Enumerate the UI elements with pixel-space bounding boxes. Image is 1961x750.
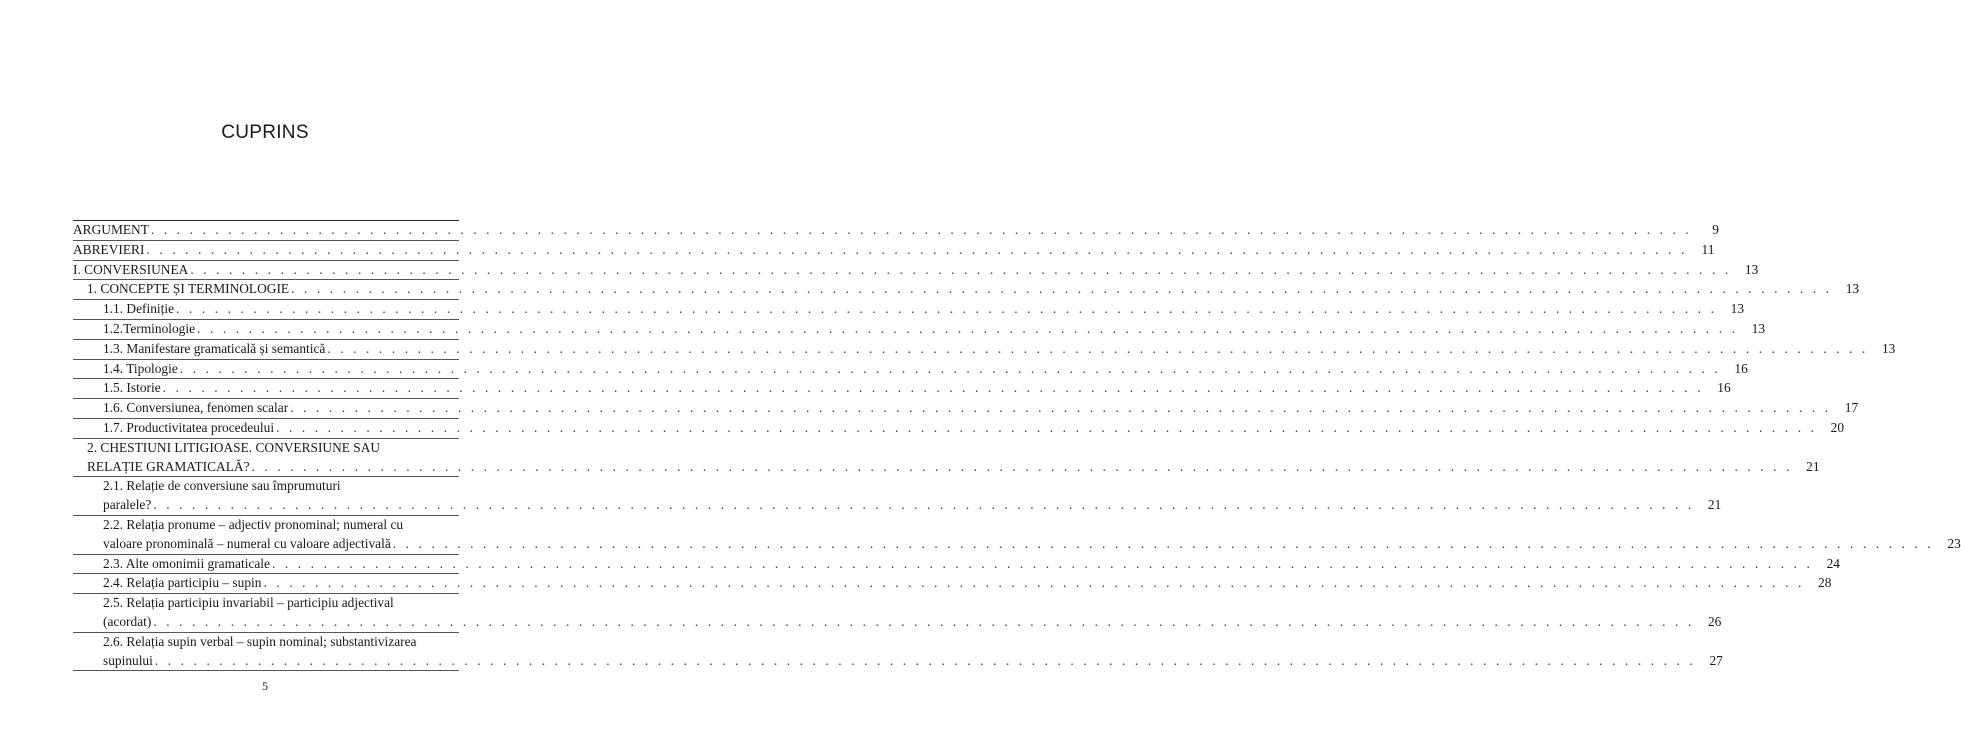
toc-entry-text: 1. CONCEPTE ȘI TERMINOLOGIE	[87, 281, 290, 297]
toc-entry	[73, 280, 1860, 300]
toc-entry-text: 2.4. Relația participiu – supin	[103, 575, 262, 591]
toc-page-number: 16	[1717, 380, 1731, 396]
toc-page-number: 20	[1830, 419, 1845, 435]
toc-entry-line	[103, 535, 1961, 554]
table-of-contents	[73, 220, 1961, 671]
dot-leader: . . . . . . . . . . . . . . . . . . . . . . . . . . . . . . . . . . . . . . . . . . . . . . . . . . . . . . . . . . . . . . . . . . . . . . . . . . . . . . . . . . . . . . . . . . . . . . . . . . . . . . . . . . . . . . . . . . . . . . . .	[327, 340, 1869, 356]
toc-entry	[73, 633, 1723, 672]
toc-page-number: 23	[1947, 535, 1961, 551]
toc-entry-line	[103, 399, 1858, 418]
toc-entry	[73, 241, 1715, 261]
toc-entry-line	[103, 320, 1765, 339]
dot-leader: . . . . . . . . . . . . . . . . . . . . . . . . . . . . . . . . . . . . . . . . . . . . . . . . . . . . . . . . . . . . . . . . . . . . . . . . . . . . . . . . . . . . . . . . . . . . . . . . . . . . . . . . . . . . . . . . . . . . . . . .	[179, 360, 1721, 376]
dot-leader: . . . . . . . . . . . . . . . . . . . . . . . . . . . . . . . . . . . . . . . . . . . . . . . . . . . . . . . . . . . . . . . . . . . . . . . . . . . . . . . . . . . . . . . . . . . . . . . . . . . . . . . . . . . . . . . . . . . . . . . .	[190, 261, 1732, 277]
toc-entry-line	[103, 477, 459, 496]
toc-entry-text: ARGUMENT	[73, 222, 149, 237]
toc-entry-line	[103, 300, 1744, 319]
toc-entry	[73, 340, 1896, 360]
toc-entry-text: 1.6. Conversiunea, fenomen scalar	[103, 400, 289, 416]
dot-leader: . . . . . . . . . . . . . . . . . . . . . . . . . . . . . . . . . . . . . . . . . . . . . . . . . . . . . . . . . . . . . . . . . . . . . . . . . . . . . . . . . . . . . . . . . . . . . . . . . . . . . . . . . . . . . . . . . . . . . . . .	[162, 380, 1704, 396]
toc-page-number: 24	[1826, 555, 1840, 571]
dot-leader: . . . . . . . . . . . . . . . . . . . . . . . . . . . . . . . . . . . . . . . . . . . . . . . . . . . . . . . . . . . . . . . . . . . . . . . . . . . . . . . . . . . . . . . . . . . . . . . . . . . . . . . . . . . . . . . . . . . . . . . .	[154, 652, 1696, 668]
dot-leader: . . . . . . . . . . . . . . . . . . . . . . . . . . . . . . . . . . . . . . . . . . . . . . . . . . . . . . . . . . . . . . . . . . . . . . . . . . . . . . . . . . . . . . . . . . . . . . . . . . . . . . . . . . . . . . . . . . . . . . . .	[153, 613, 1695, 629]
toc-entry	[73, 594, 1722, 633]
toc-entry	[73, 477, 1722, 516]
toc-entry	[73, 379, 1731, 399]
toc-entry-line	[103, 633, 459, 652]
toc-entry-line	[103, 360, 1748, 379]
toc-entry	[73, 399, 1859, 419]
toc-entry-text: RELAȚIE GRAMATICALĂ?	[87, 458, 250, 474]
toc-entry-text: paralele?	[103, 497, 152, 513]
toc-entry-text: 2.6. Relația supin verbal – supin nominal; substantivizarea	[103, 633, 417, 649]
toc-entry-text: 2.3. Alte omonimii gramaticale	[103, 555, 270, 571]
toc-page-number: 21	[1806, 458, 1820, 474]
toc-entry-text: 1.4. Tipologie	[103, 360, 178, 376]
toc-entry-line	[73, 261, 1758, 280]
dot-leader: . . . . . . . . . . . . . . . . . . . . . . . . . . . . . . . . . . . . . . . . . . . . . . . . . . . . . . . . . . . . . . . . . . . . . . . . . . . . . . . . . . . . . . . . . . . . . . . . . . . . . . . . . . . . . . . . . . . . . . . .	[153, 497, 1695, 513]
toc-entry-line	[87, 439, 459, 458]
toc-entry-line	[87, 458, 1820, 477]
toc-page-number: 13	[1744, 261, 1759, 277]
toc-page-number: 17	[1844, 400, 1859, 416]
toc-entry-text: I. CONVERSIUNEA	[73, 261, 189, 277]
dot-leader: . . . . . . . . . . . . . . . . . . . . . . . . . . . . . . . . . . . . . . . . . . . . . . . . . . . . . . . . . . . . . . . . . . . . . . . . . . . . . . . . . . . . . . . . . . . . . . . . . . . . . . . . . . . . . . . . . . . . . . . .	[197, 320, 1739, 336]
toc-entry	[73, 419, 1845, 439]
dot-leader: . . . . . . . . . . . . . . . . . . . . . . . . . . . . . . . . . . . . . . . . . . . . . . . . . . . . . . . . . . . . . . . . . . . . . . . . . . . . . . . . . . . . . . . . . . . . . . . . . . . . . . . . . . . . . . . . . . . . . . . .	[150, 222, 1692, 237]
toc-entry	[73, 574, 1832, 594]
toc-entry	[73, 320, 1766, 340]
toc-entry-line	[87, 280, 1859, 299]
toc-entry-text: 1.1. Definiție	[103, 301, 175, 317]
toc-page-number: 13	[1730, 301, 1745, 317]
toc-entry-line	[73, 221, 1719, 240]
toc-page-number: 16	[1734, 360, 1748, 376]
toc-entry-line	[103, 594, 459, 613]
toc-page-number: 21	[1707, 497, 1722, 513]
toc-page-number: 26	[1707, 613, 1722, 629]
dot-leader: . . . . . . . . . . . . . . . . . . . . . . . . . . . . . . . . . . . . . . . . . . . . . . . . . . . . . . . . . . . . . . . . . . . . . . . . . . . . . . . . . . . . . . . . . . . . . . . . . . . . . . . . . . . . . . . . . . . . . . . .	[276, 419, 1818, 435]
dot-leader: . . . . . . . . . . . . . . . . . . . . . . . . . . . . . . . . . . . . . . . . . . . . . . . . . . . . . . . . . . . . . . . . . . . . . . . . . . . . . . . . . . . . . . . . . . . . . . . . . . . . . . . . . . . . . . . . . . . . . . . .	[263, 575, 1805, 591]
toc-page-number: 11	[1701, 241, 1715, 257]
toc-entry	[73, 221, 1719, 241]
toc-page-number: 13	[1751, 320, 1766, 336]
toc-entry-line	[103, 652, 1723, 671]
dot-leader: . . . . . . . . . . . . . . . . . . . . . . . . . . . . . . . . . . . . . . . . . . . . . . . . . . . . . . . . . . . . . . . . . . . . . . . . . . . . . . . . . . . . . . . . . . . . . . . . . . . . . . . . . . . . . . . . . . . . . . . .	[291, 281, 1833, 297]
toc-entry-text: ABREVIERI	[73, 241, 145, 257]
dot-leader: . . . . . . . . . . . . . . . . . . . . . . . . . . . . . . . . . . . . . . . . . . . . . . . . . . . . . . . . . . . . . . . . . . . . . . . . . . . . . . . . . . . . . . . . . . . . . . . . . . . . . . . . . . . . . . . . . . . . . . . .	[290, 400, 1832, 416]
toc-entry-line	[103, 516, 459, 535]
toc-entry-text: 1.2.Terminologie	[103, 320, 196, 336]
toc-entry-line	[103, 379, 1731, 398]
toc-page-number: 27	[1709, 652, 1723, 668]
toc-page-number: 28	[1818, 575, 1832, 591]
toc-entry-text: 1.3. Manifestare gramaticală și semantică	[103, 340, 326, 356]
toc-page-number: 13	[1845, 281, 1860, 297]
toc-entry	[73, 300, 1745, 320]
toc-page-number: 9	[1712, 222, 1719, 237]
toc-entry	[73, 261, 1759, 281]
toc-entry-line	[103, 496, 1722, 515]
toc-entry-text: supinului	[103, 652, 153, 668]
page-number: 5	[262, 679, 268, 693]
toc-entry-text: 2.5. Relația participiu invariabil – participiu adjectival	[103, 595, 394, 611]
toc-entry-text: 2.1. Relație de conversiune sau împrumuturi	[103, 478, 341, 494]
toc-entry-line	[103, 340, 1895, 359]
toc-page-number: 13	[1881, 340, 1896, 356]
dot-leader: . . . . . . . . . . . . . . . . . . . . . . . . . . . . . . . . . . . . . . . . . . . . . . . . . . . . . . . . . . . . . . . . . . . . . . . . . . . . . . . . . . . . . . . . . . . . . . . . . . . . . . . . . . . . . . . . . . . . . . . .	[392, 535, 1934, 551]
toc-entry	[73, 439, 1820, 478]
toc-entry-line	[73, 241, 1714, 260]
toc-entry-text: 2. CHESTIUNI LITIGIOASE. CONVERSIUNE SAU	[87, 439, 381, 455]
page-title: CUPRINS	[221, 122, 309, 143]
toc-entry-line	[103, 419, 1844, 438]
toc-entry-text: (acordat)	[103, 613, 152, 629]
dot-leader: . . . . . . . . . . . . . . . . . . . . . . . . . . . . . . . . . . . . . . . . . . . . . . . . . . . . . . . . . . . . . . . . . . . . . . . . . . . . . . . . . . . . . . . . . . . . . . . . . . . . . . . . . . . . . . . . . . . . . . . .	[271, 555, 1813, 571]
toc-entry-text: 2.2. Relația pronume – adjectiv pronominal; numeral cu	[103, 516, 404, 532]
toc-entry	[73, 516, 1961, 555]
dot-leader: . . . . . . . . . . . . . . . . . . . . . . . . . . . . . . . . . . . . . . . . . . . . . . . . . . . . . . . . . . . . . . . . . . . . . . . . . . . . . . . . . . . . . . . . . . . . . . . . . . . . . . . . . . . . . . . . . . . . . . . .	[176, 301, 1718, 317]
toc-entry-line	[103, 555, 1840, 574]
toc-entry-line	[103, 574, 1831, 593]
dot-leader: . . . . . . . . . . . . . . . . . . . . . . . . . . . . . . . . . . . . . . . . . . . . . . . . . . . . . . . . . . . . . . . . . . . . . . . . . . . . . . . . . . . . . . . . . . . . . . . . . . . . . . . . . . . . . . . . . . . . . . . .	[251, 458, 1793, 474]
toc-entry-line	[103, 613, 1722, 632]
toc-entry-text: valoare pronominală – numeral cu valoare adjectivală	[103, 535, 391, 551]
toc-entry-text: 1.5. Istorie	[103, 380, 161, 396]
toc-entry-text: 1.7. Productivitatea procedeului	[103, 419, 275, 435]
toc-entry	[73, 360, 1748, 380]
toc-entry	[73, 555, 1840, 575]
dot-leader: . . . . . . . . . . . . . . . . . . . . . . . . . . . . . . . . . . . . . . . . . . . . . . . . . . . . . . . . . . . . . . . . . . . . . . . . . . . . . . . . . . . . . . . . . . . . . . . . . . . . . . . . . . . . . . . . . . . . . . . .	[146, 241, 1688, 257]
